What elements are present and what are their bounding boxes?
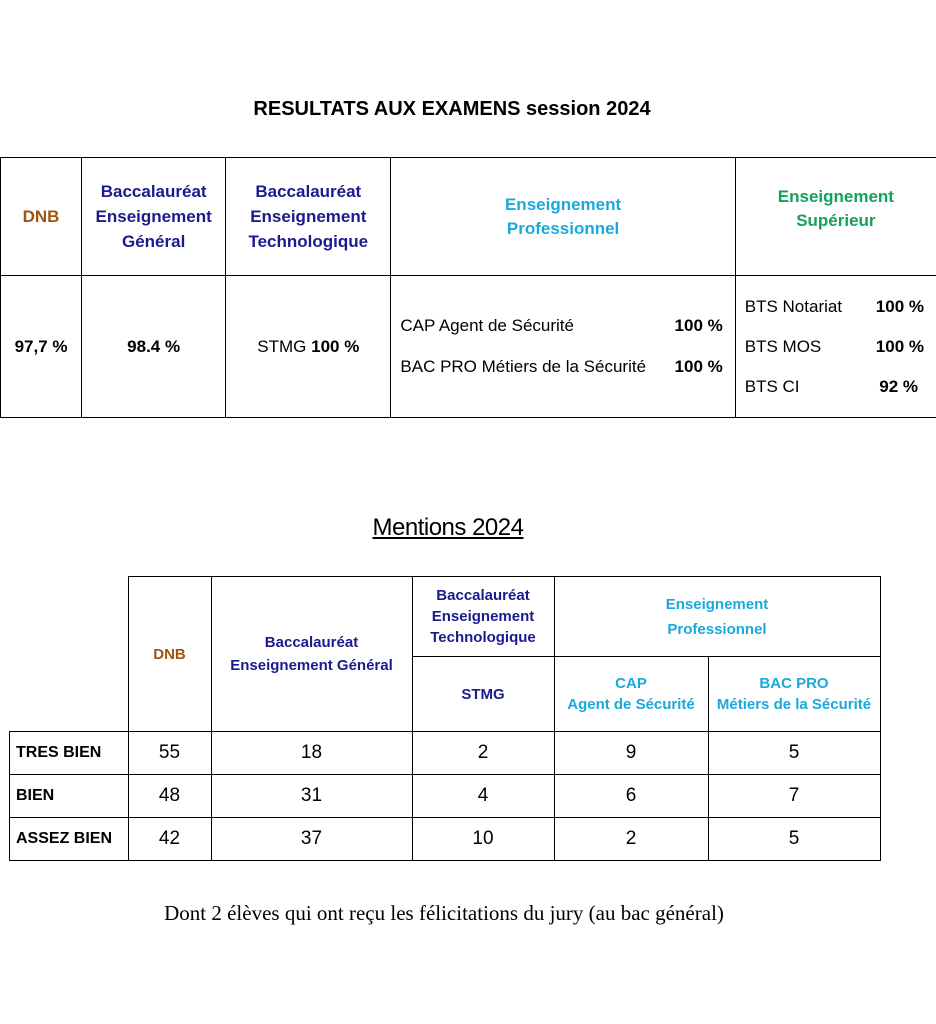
- table-row: [10, 775, 881, 818]
- row-label: BIEN: [10, 775, 129, 818]
- results-table: [0, 157, 936, 418]
- cell-bacpro: 7: [708, 775, 880, 818]
- mentions-header-pro: Enseignement Professionnel: [554, 577, 880, 657]
- sup-row: BTS CI 92 %: [744, 376, 918, 396]
- pro-row: CAP Agent de Sécurité 100 %: [400, 316, 723, 335]
- mentions-header-row-1: [10, 577, 881, 657]
- cell-dnb: 42: [128, 818, 211, 861]
- stmg-value: 100 %: [311, 336, 360, 356]
- cell-bacpro: 5: [708, 732, 880, 775]
- sup-row: BTS MOS 100 %: [744, 336, 924, 356]
- cell-general: 37: [211, 818, 412, 861]
- table-row: [10, 818, 881, 861]
- mentions-header-stmg: STMG: [412, 657, 554, 732]
- results-values-row: [1, 276, 936, 418]
- mentions-title: Mentions 2024: [372, 514, 524, 541]
- mentions-header-bac-general: Baccalauréat Enseignement Général: [211, 577, 412, 732]
- stmg-cell: [226, 276, 391, 418]
- stmg-label: STMG: [257, 336, 312, 356]
- mentions-table: [9, 576, 881, 861]
- footnote: Dont 2 élèves qui ont reçu les félicitations du jury (au bac général): [164, 901, 724, 925]
- cell-dnb: 55: [128, 732, 211, 775]
- sup-row: BTS Notariat 100 %: [744, 296, 924, 316]
- results-header-row: [1, 158, 936, 276]
- mentions-header-cap: CAP Agent de Sécurité: [554, 657, 708, 732]
- pro-row: BAC PRO Métiers de la Sécurité 100 %: [400, 357, 723, 376]
- cell-cap: 2: [554, 818, 708, 861]
- mentions-header-bac-techno: Baccalauréat Enseignement Technologique: [412, 577, 554, 657]
- cell-stmg: 4: [412, 775, 554, 818]
- header-dnb: DNB: [1, 158, 82, 276]
- sup-results: [735, 276, 936, 418]
- header-bac-techno: Baccalauréat Enseignement Technologique: [226, 158, 391, 276]
- cell-stmg: 10: [412, 818, 554, 861]
- pro-results: [391, 276, 735, 418]
- cell-cap: 6: [554, 775, 708, 818]
- row-label: TRES BIEN: [10, 732, 129, 775]
- page-title: RESULTATS AUX EXAMENS session 2024: [253, 98, 651, 120]
- mentions-header-dnb: DNB: [128, 577, 211, 732]
- cell-cap: 9: [554, 732, 708, 775]
- bac-general-value: 98.4 %: [82, 276, 226, 418]
- table-row: [10, 732, 881, 775]
- mentions-header-bacpro: BAC PRO Métiers de la Sécurité: [708, 657, 880, 732]
- header-bac-general: Baccalauréat Enseignement Général: [82, 158, 226, 276]
- cell-dnb: 48: [128, 775, 211, 818]
- header-pro: Enseignement Professionnel: [391, 158, 735, 276]
- cell-bacpro: 5: [708, 818, 880, 861]
- dnb-value: 97,7 %: [1, 276, 82, 418]
- cell-stmg: 2: [412, 732, 554, 775]
- cell-general: 18: [211, 732, 412, 775]
- row-label: ASSEZ BIEN: [10, 818, 129, 861]
- cell-general: 31: [211, 775, 412, 818]
- header-sup: Enseignement Supérieur: [735, 158, 936, 276]
- empty-corner: [10, 577, 129, 732]
